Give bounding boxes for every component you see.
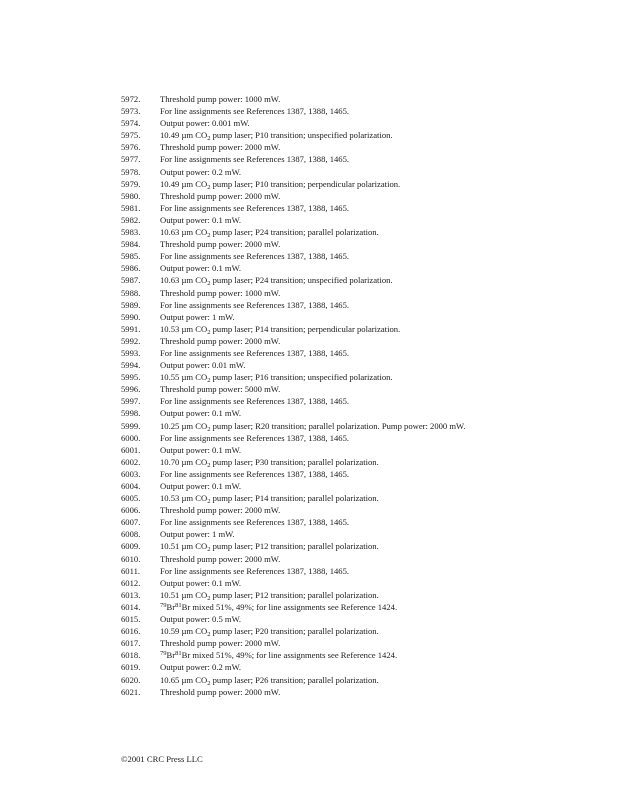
note-row [121, 178, 521, 190]
note-text [160, 468, 521, 480]
note-text [160, 323, 521, 335]
note-number: 5973. [121, 106, 141, 117]
note-row [121, 93, 521, 105]
note-row [121, 166, 521, 178]
note-row [121, 528, 521, 540]
note-text-run: For line assignments see References 1387, 1388, 1465. [160, 347, 350, 358]
note-text-run: 10.53 µm CO [160, 493, 208, 504]
note-text-run: Output power: 0.2 mW. [160, 166, 242, 177]
note-row [121, 407, 521, 419]
note-text [160, 383, 521, 395]
note-row [121, 323, 521, 335]
note-number: 6003. [121, 468, 141, 479]
note-text-run: Threshold pump power: 2000 mW. [160, 686, 281, 697]
note-text [160, 565, 521, 577]
note-text-run: Output power: 1 mW. [160, 311, 235, 322]
note-text-run: pump laser; P20 transition; parallel polarization. [210, 626, 379, 637]
note-text [160, 504, 521, 516]
note-text-run: Output power: 0.1 mW. [160, 444, 242, 455]
note-text-run: Threshold pump power: 2000 mW. [160, 505, 281, 516]
subscript: 2 [207, 232, 211, 240]
note-text-run: pump laser; P14 transition; parallel polarization. [210, 493, 379, 504]
note-text [160, 93, 521, 105]
note-row [121, 299, 521, 311]
note-text-run: For line assignments see References 1387, 1388, 1465. [160, 565, 350, 576]
note-text-run: Threshold pump power: 2000 mW. [160, 239, 281, 250]
note-text [160, 540, 521, 552]
note-text [160, 516, 521, 528]
note-row [121, 117, 521, 129]
note-text-run: 10.49 µm CO [160, 178, 208, 189]
note-row [121, 432, 521, 444]
note-text-run: Output power: 0.1 mW. [160, 408, 242, 419]
note-text-run: pump laser; R20 transition; parallel polarization. Pump power: 2000 mW. [210, 420, 466, 431]
note-text [160, 613, 521, 625]
note-text-run: For line assignments see References 1387, 1388, 1465. [160, 154, 350, 165]
note-row [121, 625, 521, 637]
note-text-run: Threshold pump power: 2000 mW. [160, 335, 281, 346]
note-text [160, 153, 521, 165]
note-number: 5985. [121, 251, 141, 262]
note-text-run: 10.51 µm CO [160, 541, 208, 552]
note-text [160, 456, 521, 468]
note-row [121, 456, 521, 468]
note-text [160, 395, 521, 407]
note-number: 6007. [121, 517, 141, 528]
note-number: 5997. [121, 396, 141, 407]
note-number: 6019. [121, 662, 141, 673]
note-row [121, 492, 521, 504]
note-number: 6016. [121, 626, 141, 637]
note-number: 6012. [121, 577, 141, 588]
note-number: 5978. [121, 166, 141, 177]
note-text [160, 528, 521, 540]
note-text [160, 129, 521, 141]
note-row [121, 202, 521, 214]
note-number: 5992. [121, 335, 141, 346]
note-text-run: Output power: 1 mW. [160, 529, 235, 540]
subscript: 2 [207, 377, 211, 385]
note-row [121, 105, 521, 117]
note-row [121, 214, 521, 226]
subscript: 2 [207, 425, 211, 433]
note-row [121, 287, 521, 299]
note-number: 6002. [121, 456, 141, 467]
note-number: 5977. [121, 154, 141, 165]
note-row [121, 311, 521, 323]
note-text-run: Output power: 0.1 mW. [160, 481, 242, 491]
note-text-run: 10.70 µm CO [160, 456, 208, 467]
note-text [160, 105, 521, 117]
note-number: 6013. [121, 589, 141, 600]
note-number: 6018. [121, 650, 141, 661]
note-text-run: Threshold pump power: 5000 mW. [160, 384, 281, 395]
note-text [160, 674, 521, 686]
note-number: 6020. [121, 674, 141, 685]
note-number: 5989. [121, 299, 141, 310]
note-text [160, 577, 521, 589]
note-row [121, 577, 521, 589]
note-number: 5990. [121, 311, 141, 322]
note-row [121, 637, 521, 649]
note-text-run: For line assignments see References 1387, 1388, 1465. [160, 517, 350, 528]
note-row [121, 383, 521, 395]
note-number: 6017. [121, 638, 141, 649]
superscript: 81 [175, 650, 182, 658]
note-text [160, 420, 521, 432]
note-text-run: pump laser; P24 transition; unspecified polarization. [210, 275, 393, 286]
note-row [121, 262, 521, 274]
note-text [160, 371, 521, 383]
note-text-run: Output power: 0.01 mW. [160, 360, 246, 371]
note-text [160, 649, 521, 661]
note-text [160, 287, 521, 299]
note-text [160, 601, 521, 613]
note-text-run: 10.59 µm CO [160, 626, 208, 637]
note-text [160, 117, 521, 129]
note-text-run: For line assignments see References 1387, 1388, 1465. [160, 299, 350, 310]
note-number: 5975. [121, 130, 141, 141]
note-row [121, 480, 521, 492]
note-text [160, 274, 521, 286]
note-number: 5980. [121, 190, 141, 201]
note-text-run: 10.25 µm CO [160, 420, 208, 431]
note-text [160, 335, 521, 347]
note-row [121, 504, 521, 516]
note-text-run: For line assignments see References 1387, 1388, 1465. [160, 432, 350, 443]
note-text [160, 311, 521, 323]
note-text-run: pump laser; P14 transition; perpendicular polarization. [210, 323, 401, 334]
note-text [160, 166, 521, 178]
note-text-run: Output power: 0.001 mW. [160, 118, 250, 129]
note-row [121, 565, 521, 577]
note-text [160, 492, 521, 504]
note-number: 5972. [121, 94, 141, 104]
note-number: 6014. [121, 601, 141, 612]
note-row [121, 395, 521, 407]
note-number: 6015. [121, 614, 141, 625]
note-text-run: Output power: 0.2 mW. [160, 662, 242, 673]
note-number: 5999. [121, 420, 141, 431]
note-text-run: pump laser; P10 transition; unspecified polarization. [210, 130, 393, 141]
note-text-run: 10.53 µm CO [160, 323, 208, 334]
note-text-run: pump laser; P16 transition; unspecified polarization. [210, 372, 393, 383]
note-text [160, 407, 521, 419]
note-text-run: Output power: 0.5 mW. [160, 614, 242, 625]
note-text-run: Output power: 0.1 mW. [160, 263, 242, 274]
note-text-run: pump laser; P10 transition; perpendicular polarization. [210, 178, 401, 189]
subscript: 2 [207, 328, 211, 336]
note-row [121, 674, 521, 686]
note-text-run: Br [166, 601, 176, 612]
note-number: 6000. [121, 432, 141, 443]
subscript: 2 [207, 280, 211, 288]
note-text-run: Threshold pump power: 1000 mW. [160, 94, 281, 104]
note-text-run: 10.51 µm CO [160, 589, 208, 600]
note-text-run: For line assignments see References 1387, 1388, 1465. [160, 468, 350, 479]
note-number: 5991. [121, 323, 141, 334]
note-text-run: pump laser; P30 transition; parallel polarization. [210, 456, 379, 467]
note-text-run: Threshold pump power: 2000 mW. [160, 190, 281, 201]
note-number: 6021. [121, 686, 141, 697]
subscript: 2 [207, 546, 211, 554]
note-row [121, 371, 521, 383]
note-text-run: Br mixed 51%, 49%; for line assignments see Reference 1424. [181, 601, 398, 612]
note-text [160, 661, 521, 673]
note-number: 6004. [121, 481, 141, 491]
note-text-run: For line assignments see References 1387, 1388, 1465. [160, 202, 350, 213]
note-text-run: 10.55 µm CO [160, 372, 208, 383]
subscript: 2 [207, 679, 211, 687]
note-row [121, 335, 521, 347]
note-text [160, 359, 521, 371]
note-number: 5979. [121, 178, 141, 189]
note-text [160, 190, 521, 202]
note-row [121, 190, 521, 202]
note-number: 5987. [121, 275, 141, 286]
subscript: 2 [207, 498, 211, 506]
subscript: 2 [207, 135, 211, 143]
subscript: 2 [207, 461, 211, 469]
note-number: 6001. [121, 444, 141, 455]
note-number: 5986. [121, 263, 141, 274]
note-text-run: For line assignments see References 1387, 1388, 1465. [160, 396, 350, 407]
note-row [121, 649, 521, 661]
note-number: 5988. [121, 287, 141, 298]
note-text-run: Threshold pump power: 2000 mW. [160, 142, 281, 153]
note-number: 5984. [121, 239, 141, 250]
note-text [160, 347, 521, 359]
note-text-run: Output power: 0.1 mW. [160, 214, 242, 225]
note-number: 5982. [121, 214, 141, 225]
subscript: 2 [207, 183, 211, 191]
note-number: 6009. [121, 541, 141, 552]
note-row [121, 359, 521, 371]
note-row [121, 468, 521, 480]
note-row [121, 420, 521, 432]
note-text [160, 299, 521, 311]
note-row [121, 601, 521, 613]
note-text [160, 686, 521, 698]
note-row [121, 661, 521, 673]
note-row [121, 613, 521, 625]
note-text-run: Threshold pump power: 2000 mW. [160, 638, 281, 649]
note-text [160, 444, 521, 456]
note-text-run: For line assignments see References 1387, 1388, 1465. [160, 251, 350, 262]
note-text-run: Threshold pump power: 1000 mW. [160, 287, 281, 298]
note-text-run: pump laser; P12 transition; parallel polarization. [210, 541, 379, 552]
note-row [121, 553, 521, 565]
note-text [160, 226, 521, 238]
note-row [121, 141, 521, 153]
note-text-run: pump laser; P24 transition; parallel polarization. [210, 227, 379, 238]
note-number: 6010. [121, 553, 141, 564]
note-text-run: Br [166, 650, 176, 661]
note-number: 5998. [121, 408, 141, 419]
notes-list [121, 93, 521, 698]
subscript: 2 [207, 631, 211, 639]
note-row [121, 238, 521, 250]
note-text-run: 10.63 µm CO [160, 275, 208, 286]
note-row [121, 516, 521, 528]
note-number: 5995. [121, 372, 141, 383]
note-text [160, 625, 521, 637]
note-text [160, 202, 521, 214]
note-row [121, 444, 521, 456]
note-row [121, 686, 521, 698]
note-text-run: Threshold pump power: 2000 mW. [160, 553, 281, 564]
note-text-run: 10.65 µm CO [160, 674, 208, 685]
note-row [121, 589, 521, 601]
note-row [121, 540, 521, 552]
superscript: 81 [175, 601, 182, 609]
note-number: 5994. [121, 360, 141, 371]
note-number: 5981. [121, 202, 141, 213]
subscript: 2 [207, 594, 211, 602]
note-text [160, 262, 521, 274]
note-text [160, 250, 521, 262]
note-number: 5983. [121, 227, 141, 238]
note-row [121, 226, 521, 238]
note-row [121, 250, 521, 262]
note-number: 6008. [121, 529, 141, 540]
note-text-run: For line assignments see References 1387, 1388, 1465. [160, 106, 350, 117]
note-text [160, 589, 521, 601]
note-text-run: Output power: 0.1 mW. [160, 577, 242, 588]
superscript: 79 [160, 601, 167, 609]
note-text [160, 178, 521, 190]
note-row [121, 153, 521, 165]
note-text [160, 214, 521, 226]
note-text [160, 141, 521, 153]
note-text-run: 10.49 µm CO [160, 130, 208, 141]
note-text-run: Br mixed 51%, 49%; for line assignments see Reference 1424. [181, 650, 398, 661]
note-text [160, 432, 521, 444]
note-row [121, 129, 521, 141]
note-number: 5976. [121, 142, 141, 153]
note-text [160, 637, 521, 649]
note-number: 6005. [121, 493, 141, 504]
note-text-run: pump laser; P26 transition; parallel polarization. [210, 674, 379, 685]
note-text [160, 553, 521, 565]
note-text [160, 480, 521, 492]
note-number: 6011. [121, 565, 141, 576]
note-number: 5974. [121, 118, 141, 129]
note-number: 5993. [121, 347, 141, 358]
note-text-run: 10.63 µm CO [160, 227, 208, 238]
note-row [121, 274, 521, 286]
note-text-run: pump laser; P12 transition; parallel polarization. [210, 589, 379, 600]
copyright-footer: ©2001 CRC Press LLC [121, 754, 203, 764]
superscript: 79 [160, 650, 167, 658]
note-row [121, 347, 521, 359]
note-number: 5996. [121, 384, 141, 395]
note-text [160, 238, 521, 250]
note-number: 6006. [121, 505, 141, 516]
